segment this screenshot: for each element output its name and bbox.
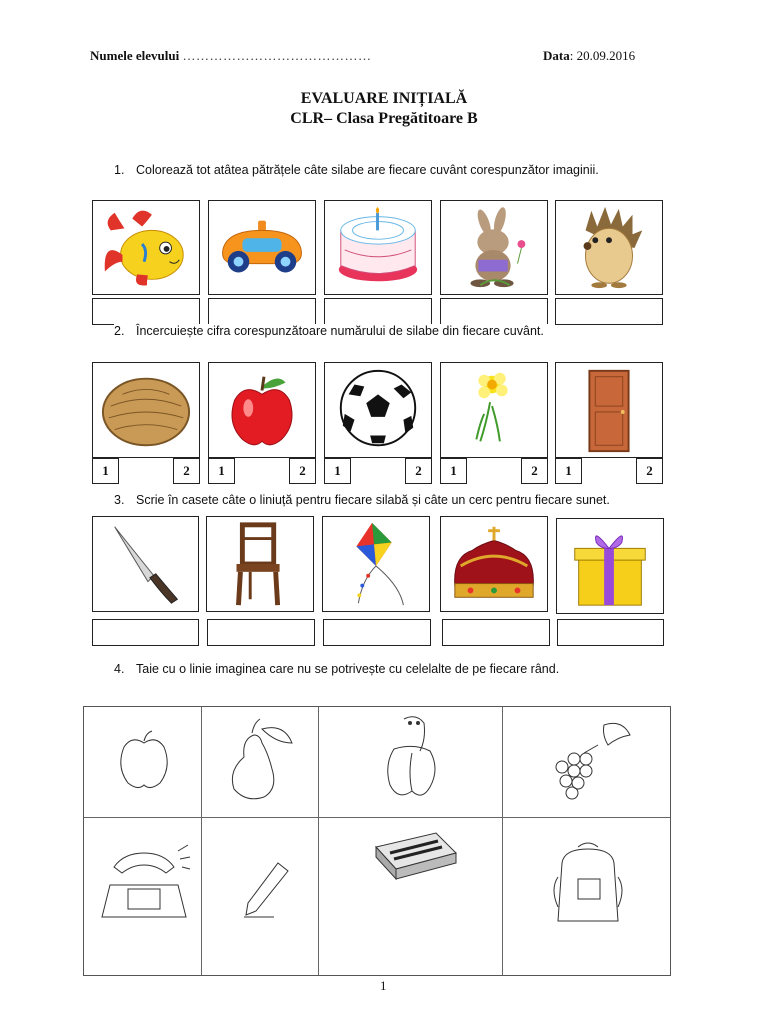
gift-picture-box <box>556 518 664 614</box>
apple-picture-box <box>208 362 316 458</box>
choice-2-walnut[interactable]: 2 <box>173 458 200 484</box>
soccer-ball-icon <box>325 363 431 457</box>
car-picture-box <box>208 200 316 295</box>
answer-box-3-4[interactable] <box>442 619 550 646</box>
knife-picture-box <box>92 516 199 612</box>
kite-icon <box>323 517 429 611</box>
choice-1-ball[interactable]: 1 <box>324 458 351 484</box>
date-label: Data <box>543 48 570 63</box>
student-name-dots: …………………………………… <box>182 48 372 63</box>
crown-picture-box <box>440 516 548 612</box>
apple-icon <box>209 363 315 457</box>
choice-1-daffodil[interactable]: 1 <box>440 458 467 484</box>
grapes-outline-icon[interactable] <box>544 715 644 805</box>
question-1 <box>114 163 599 177</box>
daffodil-picture-box <box>440 362 548 458</box>
grid-col-divider-1 <box>201 707 202 975</box>
page-number: 1 <box>380 978 387 993</box>
grid-col-divider-2 <box>318 707 319 975</box>
cake-icon <box>325 201 431 294</box>
question-3 <box>114 493 610 507</box>
date-value: : 20.09.2016 <box>569 48 636 63</box>
answer-box-3-3[interactable] <box>323 619 431 646</box>
apple-outline-icon[interactable] <box>104 725 184 795</box>
answer-box-1-4[interactable] <box>440 298 548 325</box>
banana-outline-icon[interactable] <box>364 709 464 809</box>
pear-outline-icon[interactable] <box>214 713 304 805</box>
choice-2-ball[interactable]: 2 <box>405 458 432 484</box>
soccer-ball-picture-box <box>324 362 432 458</box>
answer-box-3-1[interactable] <box>92 619 199 646</box>
choice-1-walnut[interactable]: 1 <box>92 458 119 484</box>
student-name-label: Numele elevului <box>90 48 180 63</box>
backpack-outline-icon[interactable] <box>544 837 634 937</box>
choice-1-door[interactable]: 1 <box>555 458 582 484</box>
question-2 <box>114 324 548 338</box>
choice-2-daffodil[interactable]: 2 <box>521 458 548 484</box>
door-picture-box <box>555 362 663 458</box>
knife-icon <box>93 517 198 611</box>
date-line <box>543 48 635 64</box>
grid-row-divider <box>84 817 670 818</box>
choice-2-door[interactable]: 2 <box>636 458 663 484</box>
choice-2-apple[interactable]: 2 <box>289 458 316 484</box>
crown-icon <box>441 517 547 611</box>
answer-box-3-2[interactable] <box>207 619 315 646</box>
question-1-number: 1. <box>114 163 125 177</box>
choice-1-apple[interactable]: 1 <box>208 458 235 484</box>
telephone-outline-icon[interactable] <box>94 837 194 937</box>
answer-box-1-5[interactable] <box>555 298 663 325</box>
hedgehog-icon <box>556 201 662 294</box>
answer-box-1-3[interactable] <box>324 298 432 325</box>
kite-picture-box <box>322 516 430 612</box>
page-subtitle: CLR– Clasa Pregătitoare B <box>290 110 478 127</box>
chair-icon <box>207 517 313 611</box>
question-3-number: 3. <box>114 493 125 507</box>
page-title: EVALUARE INIȚIALĂ <box>300 90 468 107</box>
hedgehog-picture-box <box>555 200 663 295</box>
question-4-number: 4. <box>114 662 125 676</box>
odd-one-out-grid <box>83 706 671 976</box>
bunny-icon <box>441 201 547 294</box>
door-icon <box>556 363 662 457</box>
answer-box-1-1[interactable] <box>92 298 200 325</box>
question-4 <box>114 662 559 676</box>
grid-col-divider-3 <box>502 707 503 975</box>
answer-box-1-2[interactable] <box>208 298 316 325</box>
pen-case-outline-icon[interactable] <box>366 827 466 887</box>
fish-icon <box>93 201 199 294</box>
answer-box-3-5[interactable] <box>557 619 664 646</box>
gift-icon <box>557 519 663 613</box>
car-icon <box>209 201 315 294</box>
question-2-number: 2. <box>114 324 125 338</box>
pencil-outline-icon[interactable] <box>234 857 294 927</box>
bunny-picture-box <box>440 200 548 295</box>
fish-picture-box <box>92 200 200 295</box>
student-name-line <box>90 48 371 64</box>
chair-picture-box <box>206 516 314 612</box>
question-4-text: Taie cu o linie imaginea care nu se potrivește cu celelalte de pe fiecare rând. <box>136 662 560 676</box>
daffodil-icon <box>441 363 547 457</box>
question-1-text: Colorează tot atâtea pătrățele câte silabe are fiecare cuvânt corespunzător imaginii. <box>136 163 599 177</box>
question-2-text: Încercuiește cifra corespunzătoare numărului de silabe din fiecare cuvânt. <box>136 324 544 338</box>
walnut-picture-box <box>92 362 200 458</box>
walnut-icon <box>93 363 199 457</box>
question-3-text: Scrie în casete câte o liniuță pentru fiecare silabă și câte un cerc pentru fiecare sunet. <box>136 493 610 507</box>
cake-picture-box <box>324 200 432 295</box>
